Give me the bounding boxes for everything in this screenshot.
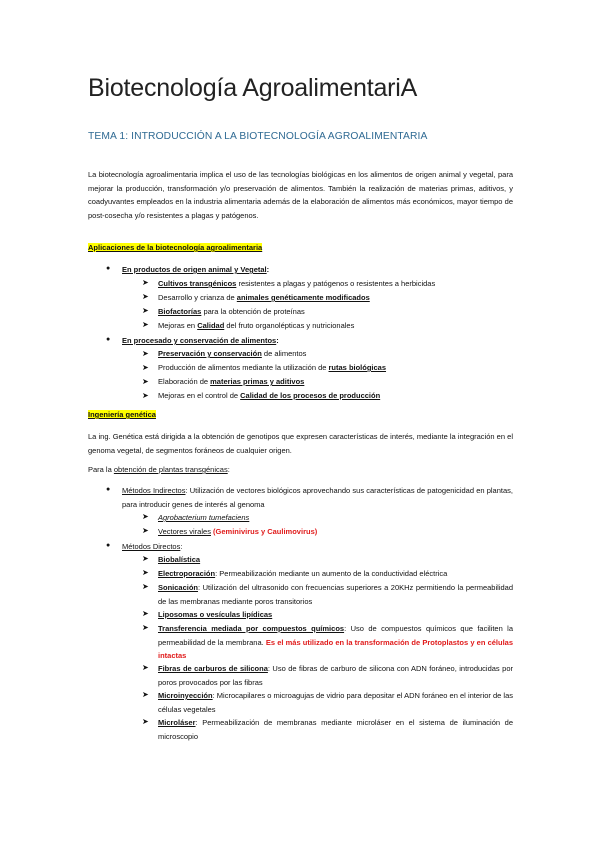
arrow-icon: ➤ <box>142 363 149 372</box>
section1-heading-text: Aplicaciones de la biotecnología agroalimentaria <box>88 243 263 252</box>
section2-paragraph: La ing. Genética está dirigida a la obtención de genotipos que expresen características de interés, mediante la integración en el genoma vegetal, de segmentos foráneos de cualquier origen. <box>88 432 513 455</box>
indirect-label: Métodos Indirectos <box>122 486 186 495</box>
lead-post: : <box>227 465 230 474</box>
dir-item-3 <box>158 608 513 622</box>
s1-b2-item-2-pre: Elaboración de <box>158 377 211 386</box>
arrow-icon: ➤ <box>142 349 149 358</box>
bullet-icon: ● <box>106 542 111 549</box>
dir-item-7 <box>158 716 513 743</box>
arrow-icon: ➤ <box>142 717 149 726</box>
dir-item-4-red: Es el más utilizado en la transformación de Protoplastos y en células intactas <box>158 637 513 661</box>
ind-item-0-text: Agrobacterium tumefaciens <box>158 513 250 522</box>
ind-item-1 <box>158 525 317 539</box>
document-subtitle: TEMA 1: INTRODUCCIÓN A LA BIOTECNOLOGÍA AGROALIMENTARIA <box>88 131 428 142</box>
arrow-icon: ➤ <box>142 306 149 315</box>
dir-item-2-u: Sonicación <box>158 583 199 592</box>
dir-item-5-u: Fibras de carburos de silicona <box>158 664 268 673</box>
arrow-icon: ➤ <box>142 512 149 521</box>
s1-b2-item-1-u: rutas biológicas <box>328 363 387 372</box>
arrow-icon: ➤ <box>142 391 149 400</box>
dir-item-4-rest: : Uso de compuestos químicos que faciliten la permeabilidad de la membrana. <box>158 624 514 647</box>
indirect-methods <box>122 484 513 511</box>
dir-item-6-u: Microinyección <box>158 691 213 700</box>
s1-b1-item-0 <box>158 277 435 291</box>
dir-item-6 <box>158 689 513 716</box>
dir-item-2 <box>158 581 513 608</box>
direct-label: Métodos Directos <box>122 542 181 551</box>
arrow-icon: ➤ <box>142 690 149 699</box>
dir-item-0-u: Biobalística <box>158 555 201 564</box>
s1-b2-item-1-pre: Producción de alimentos mediante la utilización de <box>158 363 329 372</box>
s1-b1-item-1 <box>158 291 370 305</box>
arrow-icon: ➤ <box>142 623 149 632</box>
dir-item-2-rest: : Utilización del ultrasonido con frecuencias superiores a 20KHz permitiendo la permeabilidad de las membranas mediante poros transitorios <box>158 583 513 606</box>
direct-methods <box>122 540 182 554</box>
s1-b1-label: En productos de origen animal y Vegetal <box>122 265 267 274</box>
s1-b2-item-3 <box>158 389 380 403</box>
s1-b1-item-3-rest: del fruto organolépticas y nutricionales <box>224 321 355 330</box>
dir-item-6-rest: : Microcapilares o microagujas de vidrio para depositar el ADN foráneo en el interior de las células vegetales <box>158 691 513 714</box>
s1-b2-item-1 <box>158 361 386 375</box>
bullet-icon: ● <box>106 336 111 343</box>
s1-b1 <box>122 263 269 277</box>
bullet-icon: ● <box>106 486 111 493</box>
direct-colon: : <box>180 542 183 551</box>
s1-b1-item-1-u: animales genéticamente modificados <box>236 293 370 302</box>
arrow-icon: ➤ <box>142 554 149 563</box>
s1-b1-item-2-rest: para la obtención de proteínas <box>201 307 305 316</box>
s1-b2-item-0-rest: de alimentos <box>261 349 307 358</box>
section1-heading <box>88 241 262 255</box>
arrow-icon: ➤ <box>142 526 149 535</box>
section2-heading <box>88 408 156 422</box>
dir-item-1 <box>158 567 513 581</box>
arrow-icon: ➤ <box>142 582 149 591</box>
s1-b1-item-2-u: Biofactorías <box>158 307 202 316</box>
lead-pre: Para la <box>88 465 114 474</box>
s1-b2-item-0-u: Preservación y conservación <box>158 349 262 358</box>
dir-item-1-u: Electroporación <box>158 569 216 578</box>
s1-b2-colon: : <box>276 336 279 345</box>
dir-item-1-rest: : Permeabilización mediante un aumento de la conductividad eléctrica <box>215 569 448 578</box>
dir-item-5 <box>158 662 513 689</box>
dir-item-0 <box>158 553 513 567</box>
arrow-icon: ➤ <box>142 568 149 577</box>
dir-item-7-u: Microláser <box>158 718 196 727</box>
document-title: Biotecnología AgroalimentariA <box>88 74 418 102</box>
s1-b1-colon: : <box>266 265 270 274</box>
lead-underlined: obtención de plantas transgénicas <box>113 465 228 474</box>
s1-b2-item-3-pre: Mejoras en el control de <box>158 391 241 400</box>
dir-item-5-rest: : Uso de fibras de carburo de silicona con ADN foráneo, introducidas por poros provocados por las fibras <box>158 664 513 687</box>
s1-b1-item-2 <box>158 305 305 319</box>
dir-item-3-u: Liposomas o vesículas lipídicas <box>158 610 273 619</box>
s1-b2-item-2-u: materias primas y aditivos <box>210 377 305 386</box>
s1-b2-item-3-u: Calidad de los procesos de producción <box>240 391 381 400</box>
ind-item-1-text: Vectores virales <box>158 527 211 536</box>
s1-b2 <box>122 334 279 348</box>
s1-b1-item-0-rest: resistentes a plagas y patógenos o resistentes a herbicidas <box>236 279 436 288</box>
s1-b2-item-0 <box>158 347 306 361</box>
s1-b1-item-0-u: Cultivos transgénicos <box>158 279 237 288</box>
transgenic-lead <box>88 463 230 477</box>
dir-item-4-u: Transferencia mediada por compuestos químicos <box>158 624 345 633</box>
section2-heading-text: Ingeniería genética <box>88 410 156 419</box>
arrow-icon: ➤ <box>142 292 149 301</box>
indirect-text: : Utilización de vectores biológicos aprovechando sus características de patogenicidad en plantas, para introducir genes de interés al genoma <box>122 486 513 509</box>
dir-item-4 <box>158 622 513 663</box>
arrow-icon: ➤ <box>142 609 149 618</box>
arrow-icon: ➤ <box>142 663 149 672</box>
intro-paragraph: La biotecnología agroalimentaria implica el uso de las tecnologías biológicas en los alimentos de origen animal y vegetal, para mejorar la producción, transformación y/o preservación de alimentos. También la realización de materias primas, aditivos, y coadyuvantes empleados en la industria alimentaria además de la elaboración de alimentos más económicos, mayor tiempo de post-cosecha y/o resistentes a plagas y patógenos. <box>88 170 513 220</box>
arrow-icon: ➤ <box>142 278 149 287</box>
arrow-icon: ➤ <box>142 377 149 386</box>
s1-b1-item-3-pre: Mejoras en <box>158 321 198 330</box>
s1-b1-item-3-u: Calidad <box>197 321 225 330</box>
arrow-icon: ➤ <box>142 320 149 329</box>
s1-b2-item-2 <box>158 375 304 389</box>
dir-item-7-rest: : Permeabilización de membranas mediante microláser en el sistema de iluminación de microscopio <box>158 718 513 741</box>
bullet-icon: ● <box>106 265 111 272</box>
s1-b1-item-1-pre: Desarrollo y crianza de <box>158 293 237 302</box>
ind-item-1-red: (Geminivirus y Caulimovirus) <box>210 527 318 536</box>
s1-b2-label: En procesado y conservación de alimentos <box>122 336 277 345</box>
s1-b1-item-3 <box>158 319 354 333</box>
ind-item-0 <box>158 511 249 525</box>
